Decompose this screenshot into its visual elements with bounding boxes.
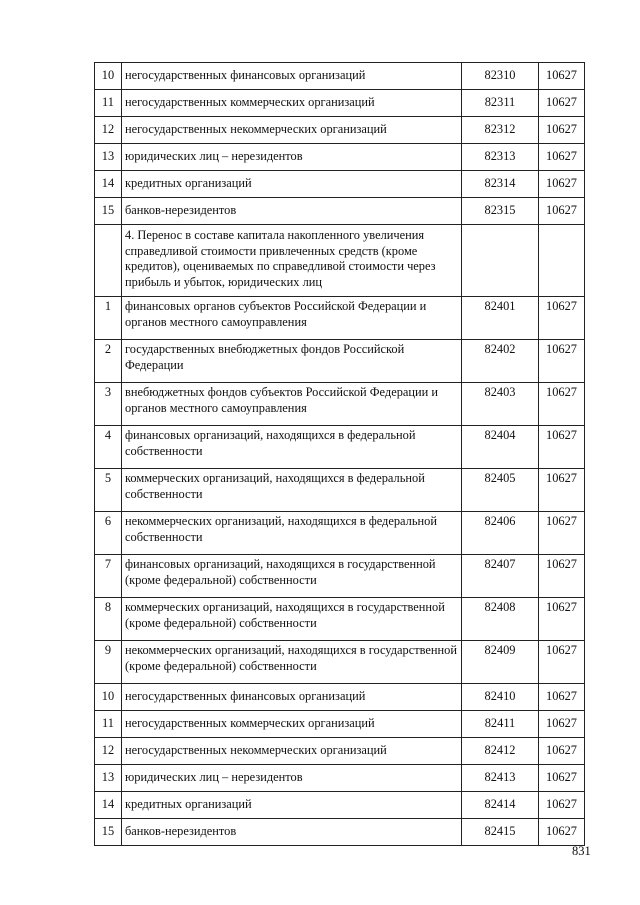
table-row [95,171,585,198]
account-number: 82411 [462,711,539,738]
section-code-cell [539,225,585,297]
row-name: кредитных организаций [122,792,462,819]
row-number: 14 [95,792,122,819]
table-row [95,426,585,469]
symbol-code: 10627 [539,684,585,711]
account-number: 82414 [462,792,539,819]
row-number: 1 [95,297,122,340]
row-name: негосударственных некоммерческих организаций [122,738,462,765]
symbol-code: 10627 [539,383,585,426]
account-number: 82311 [462,90,539,117]
row-number: 8 [95,598,122,641]
account-number: 82403 [462,383,539,426]
row-name: некоммерческих организаций, находящихся в федеральной собственности [122,512,462,555]
table-row [95,512,585,555]
row-number: 10 [95,63,122,90]
row-number: 15 [95,819,122,846]
account-number: 82313 [462,144,539,171]
table-row [95,63,585,90]
row-number: 4 [95,426,122,469]
table-row [95,144,585,171]
symbol-code: 10627 [539,144,585,171]
table-row [95,819,585,846]
row-name: коммерческих организаций, находящихся в федеральной собственности [122,469,462,512]
row-number: 7 [95,555,122,598]
row-number: 5 [95,469,122,512]
account-number: 82314 [462,171,539,198]
row-number: 3 [95,383,122,426]
table-row [95,90,585,117]
account-number: 82407 [462,555,539,598]
symbol-code: 10627 [539,469,585,512]
page-number: 831 [572,844,591,858]
row-name: некоммерческих организаций, находящихся в государственной (кроме федеральной) собственности [122,641,462,684]
row-number: 13 [95,144,122,171]
row-name: финансовых организаций, находящихся в федеральной собственности [122,426,462,469]
symbol-code: 10627 [539,598,585,641]
row-number: 6 [95,512,122,555]
account-number: 82401 [462,297,539,340]
account-number: 82409 [462,641,539,684]
symbol-code: 10627 [539,426,585,469]
table-row [95,469,585,512]
section-header-row [95,225,585,297]
table-row [95,684,585,711]
account-number: 82410 [462,684,539,711]
row-name: юридических лиц – нерезидентов [122,765,462,792]
table-row [95,198,585,225]
row-name: финансовых организаций, находящихся в государственной (кроме федеральной) собственности [122,555,462,598]
row-name: внебюджетных фондов субъектов Российской Федерации и органов местного самоуправления [122,383,462,426]
row-number: 9 [95,641,122,684]
table-row [95,711,585,738]
row-number: 2 [95,340,122,383]
row-name: кредитных организаций [122,171,462,198]
symbol-code: 10627 [539,340,585,383]
account-number: 82405 [462,469,539,512]
account-number: 82406 [462,512,539,555]
accounts-table [94,62,585,846]
symbol-code: 10627 [539,711,585,738]
row-number: 13 [95,765,122,792]
table-row [95,117,585,144]
row-number: 10 [95,684,122,711]
table-row [95,598,585,641]
row-name: негосударственных финансовых организаций [122,63,462,90]
row-number: 15 [95,198,122,225]
symbol-code: 10627 [539,512,585,555]
table-row [95,383,585,426]
symbol-code: 10627 [539,171,585,198]
row-name: негосударственных коммерческих организаций [122,90,462,117]
section-title: 4. Перенос в составе капитала накопленного увеличения справедливой стоимости привлеченных средств (кроме кредитов), оцениваемых по справедливой стоимости через прибыль и убыток, юридических лиц [122,225,462,297]
table-row [95,297,585,340]
account-number: 82408 [462,598,539,641]
symbol-code: 10627 [539,117,585,144]
account-number: 82402 [462,340,539,383]
account-number: 82404 [462,426,539,469]
table-row [95,340,585,383]
table-row [95,555,585,598]
table-row [95,765,585,792]
row-number: 11 [95,711,122,738]
row-name: финансовых органов субъектов Российской Федерации и органов местного самоуправления [122,297,462,340]
symbol-code: 10627 [539,738,585,765]
account-number: 82310 [462,63,539,90]
row-name: негосударственных финансовых организаций [122,684,462,711]
row-number: 12 [95,117,122,144]
symbol-code: 10627 [539,819,585,846]
symbol-code: 10627 [539,555,585,598]
section-number-cell [95,225,122,297]
symbol-code: 10627 [539,90,585,117]
symbol-code: 10627 [539,63,585,90]
row-name: юридических лиц – нерезидентов [122,144,462,171]
row-name: банков-нерезидентов [122,198,462,225]
symbol-code: 10627 [539,198,585,225]
row-number: 12 [95,738,122,765]
symbol-code: 10627 [539,641,585,684]
account-number: 82312 [462,117,539,144]
row-name: банков-нерезидентов [122,819,462,846]
symbol-code: 10627 [539,765,585,792]
row-name: коммерческих организаций, находящихся в государственной (кроме федеральной) собственности [122,598,462,641]
table-row [95,792,585,819]
section-account-cell [462,225,539,297]
row-number: 11 [95,90,122,117]
row-number: 14 [95,171,122,198]
account-number: 82412 [462,738,539,765]
account-number: 82315 [462,198,539,225]
row-name: государственных внебюджетных фондов Российской Федерации [122,340,462,383]
account-number: 82415 [462,819,539,846]
table-row [95,738,585,765]
row-name: негосударственных коммерческих организаций [122,711,462,738]
symbol-code: 10627 [539,297,585,340]
table-row [95,641,585,684]
account-number: 82413 [462,765,539,792]
symbol-code: 10627 [539,792,585,819]
row-name: негосударственных некоммерческих организаций [122,117,462,144]
